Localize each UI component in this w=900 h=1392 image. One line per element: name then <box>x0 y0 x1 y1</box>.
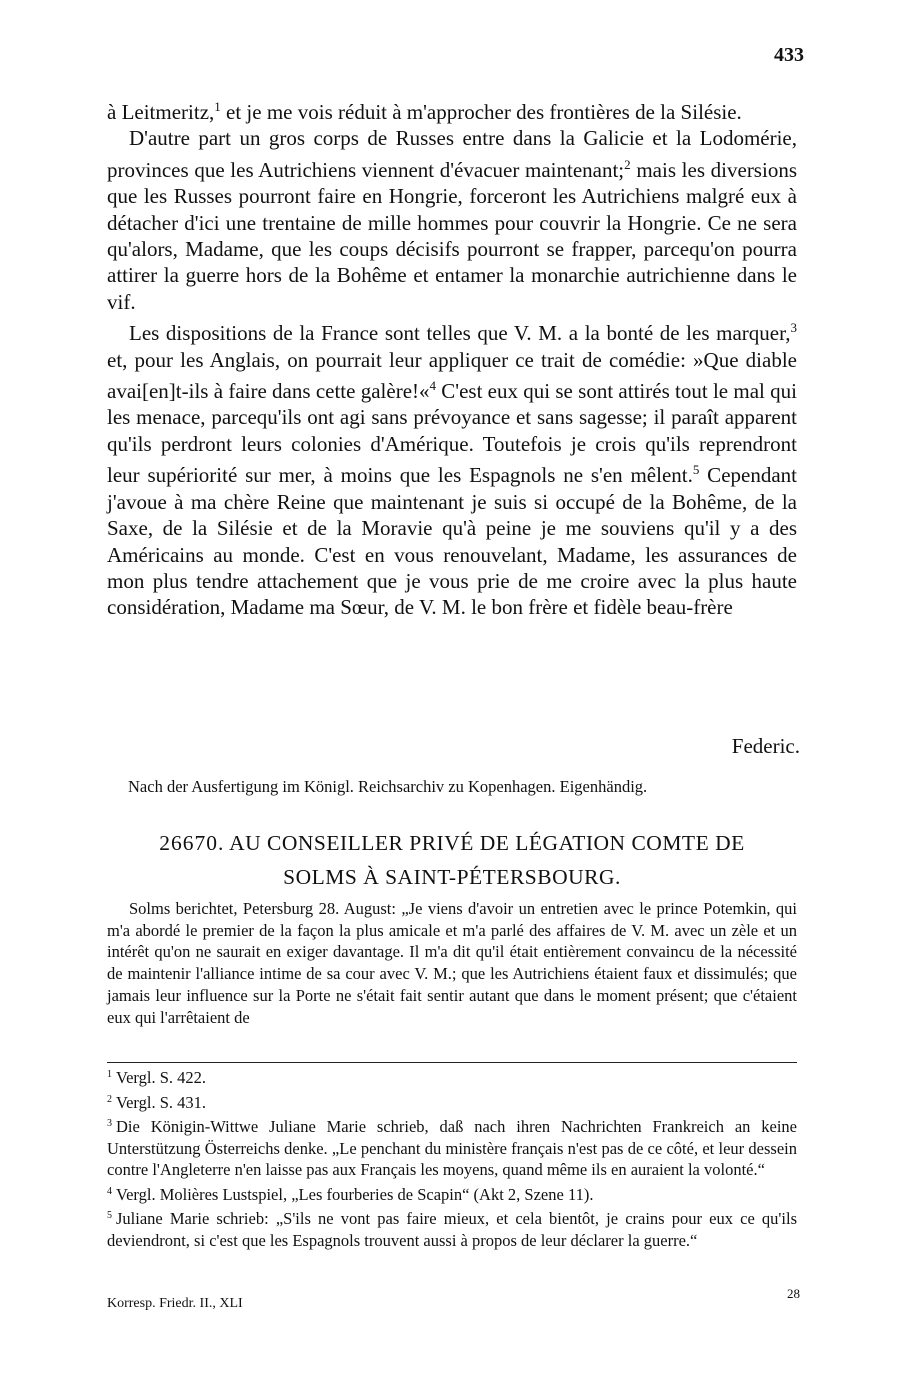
footnote-divider <box>107 1062 797 1063</box>
report-summary <box>107 898 797 1028</box>
footnote-ref: 3 <box>790 320 797 336</box>
letter-paragraph <box>107 94 797 125</box>
footnote-number: 1 <box>107 1069 112 1080</box>
page-number: 433 <box>774 44 804 66</box>
footnote-number: 5 <box>107 1210 112 1221</box>
letter-text: et, pour les Anglais, on pourrait leur appliquer ce trait de comédie: »Que diable avai[en]t-ils à faire dans cette galère!« <box>107 347 797 404</box>
letter-text: Cependant j'avoue à ma chère Reine que maintenant je suis si occupé de la Bohême, de la Saxe, de la Silésie et de la Moravie qu'à peine je me souviens qu'il y a des Américains au monde. C'est en vous renouvelant, Madame, les assurances de mon plus tendre attachement que je vous prie de me croire avec la plus haute considération, Madame ma Sœur, de V. M. le bon frère et fidèle beau-frère <box>107 463 797 620</box>
heading-line-2: SOLMS À SAINT-PÉTERSBOURG. <box>283 865 621 889</box>
letter-body <box>107 94 797 621</box>
footnote-number: 3 <box>107 1118 112 1129</box>
footnote <box>107 1064 797 1089</box>
footnote-ref: 4 <box>429 378 437 394</box>
source-note: Nach der Ausfertigung im Königl. Reichsarchiv zu Kopenhagen. Eigenhändig. <box>128 777 648 796</box>
footnote-text: Die Königin-Wittwe Juliane Marie schrieb, daß nach ihren Nachrichten Frankreich an keine Unterstützung Österreichs denke. „Le penchant du ministère français n'est pas de ce côté, et leur dessein contre l'Angleterre n'en laisse pas aux Français les moyens, quand même ils en auraient la volonté.“ <box>107 1117 797 1179</box>
letter-paragraph <box>107 125 797 315</box>
sheet-signature: 28 <box>787 1286 800 1301</box>
document-number: 26670. <box>159 831 225 855</box>
letter-text: à Leitmeritz, <box>107 100 215 124</box>
heading-text: AU CONSEILLER PRIVÉ DE LÉGATION COMTE DE <box>229 831 745 855</box>
footnote-text: Vergl. S. 422. <box>116 1068 206 1087</box>
letter-signature: Federic. <box>731 734 800 758</box>
letter-paragraph <box>107 315 797 620</box>
footnote <box>107 1181 797 1206</box>
heading-line-1 <box>107 826 797 860</box>
letter-text: et je me vois réduit à m'approcher des frontières de la Silésie. <box>220 100 742 124</box>
footnote-number: 4 <box>107 1185 112 1197</box>
document-heading <box>107 826 797 894</box>
footnote-ref: 1 <box>214 99 221 114</box>
footnote-text: Vergl. Molières Lustspiel, „Les fourberies de Scapin“ (Akt 2, Szene 11). <box>116 1184 594 1204</box>
footnote <box>107 1205 797 1251</box>
summary-paragraph: Solms berichtet, Petersburg 28. August: „Je viens d'avoir un entretien avec le prince Potemkin, qui m'a abordé le premier de la façon la plus amicale et m'a parlé des affaires de V. M. avec un zèle et un intérêt qu'on ne saurait en exiger davantage. Il m'a dit qu'il était entièrement convaincu de la nécessité de maintenir l'alliance intime de sa cour avec V. M.; que les Autrichiens étaient faux et dissimulés; que jamais leur influence sur la Porte ne s'était fait sentir autant que dans le moment présent; que c'étaient eux qui l'arrêtaient de <box>107 899 797 1027</box>
footnote-number: 2 <box>107 1093 112 1105</box>
footnotes <box>107 1064 797 1251</box>
footnote-ref: 5 <box>692 462 700 478</box>
letter-text: C'est eux qui se sont attirés tout le mal qui les menace, parcequ'ils ont agi sans prévoyance et sans sagesse; il paraît apparent qu'ils perdront leurs colonies d'Amérique. Toutefois je crois qu'ils reprendront leur supériorité sur mer, à moins que les Espagnols ne s'en mêlent. <box>107 379 797 488</box>
letter-text: D'autre part un gros corps de Russes entre dans la Galicie et la Lodomérie, provinces que les Autrichiens viennent d'évacuer maintenant; <box>107 126 797 182</box>
footnote <box>107 1089 797 1114</box>
footnote <box>107 1113 797 1181</box>
letter-text: Les dispositions de la France sont telles que V. M. a la bonté de les marquer, <box>129 321 791 346</box>
sheet-label: Korresp. Friedr. II., XLI <box>107 1296 243 1311</box>
footnote-text: Vergl. S. 431. <box>116 1092 206 1112</box>
footnote-text: Juliane Marie schrieb: „S'ils ne vont pas faire mieux, et cela bientôt, je crains pour eux ce qu'ils deviendront, si c'est que les Espagnols trouvent aussi à propos de leur déclarer la guerre.“ <box>107 1209 797 1250</box>
footnote-ref: 2 <box>624 156 631 172</box>
letter-text: mais les diversions que les Russes pourront faire en Hongrie, forceront les Autrichiens malgré eux à détacher d'ici une trentaine de mille hommes pour couvrir la Hongrie. Ce ne sera qu'alors, Madame, que les coups décisifs pourront se frapper, parcequ'on pourra attirer la guerre hors de la Bohême et entamer la monarchie autrichienne dans le vif. <box>107 157 797 314</box>
